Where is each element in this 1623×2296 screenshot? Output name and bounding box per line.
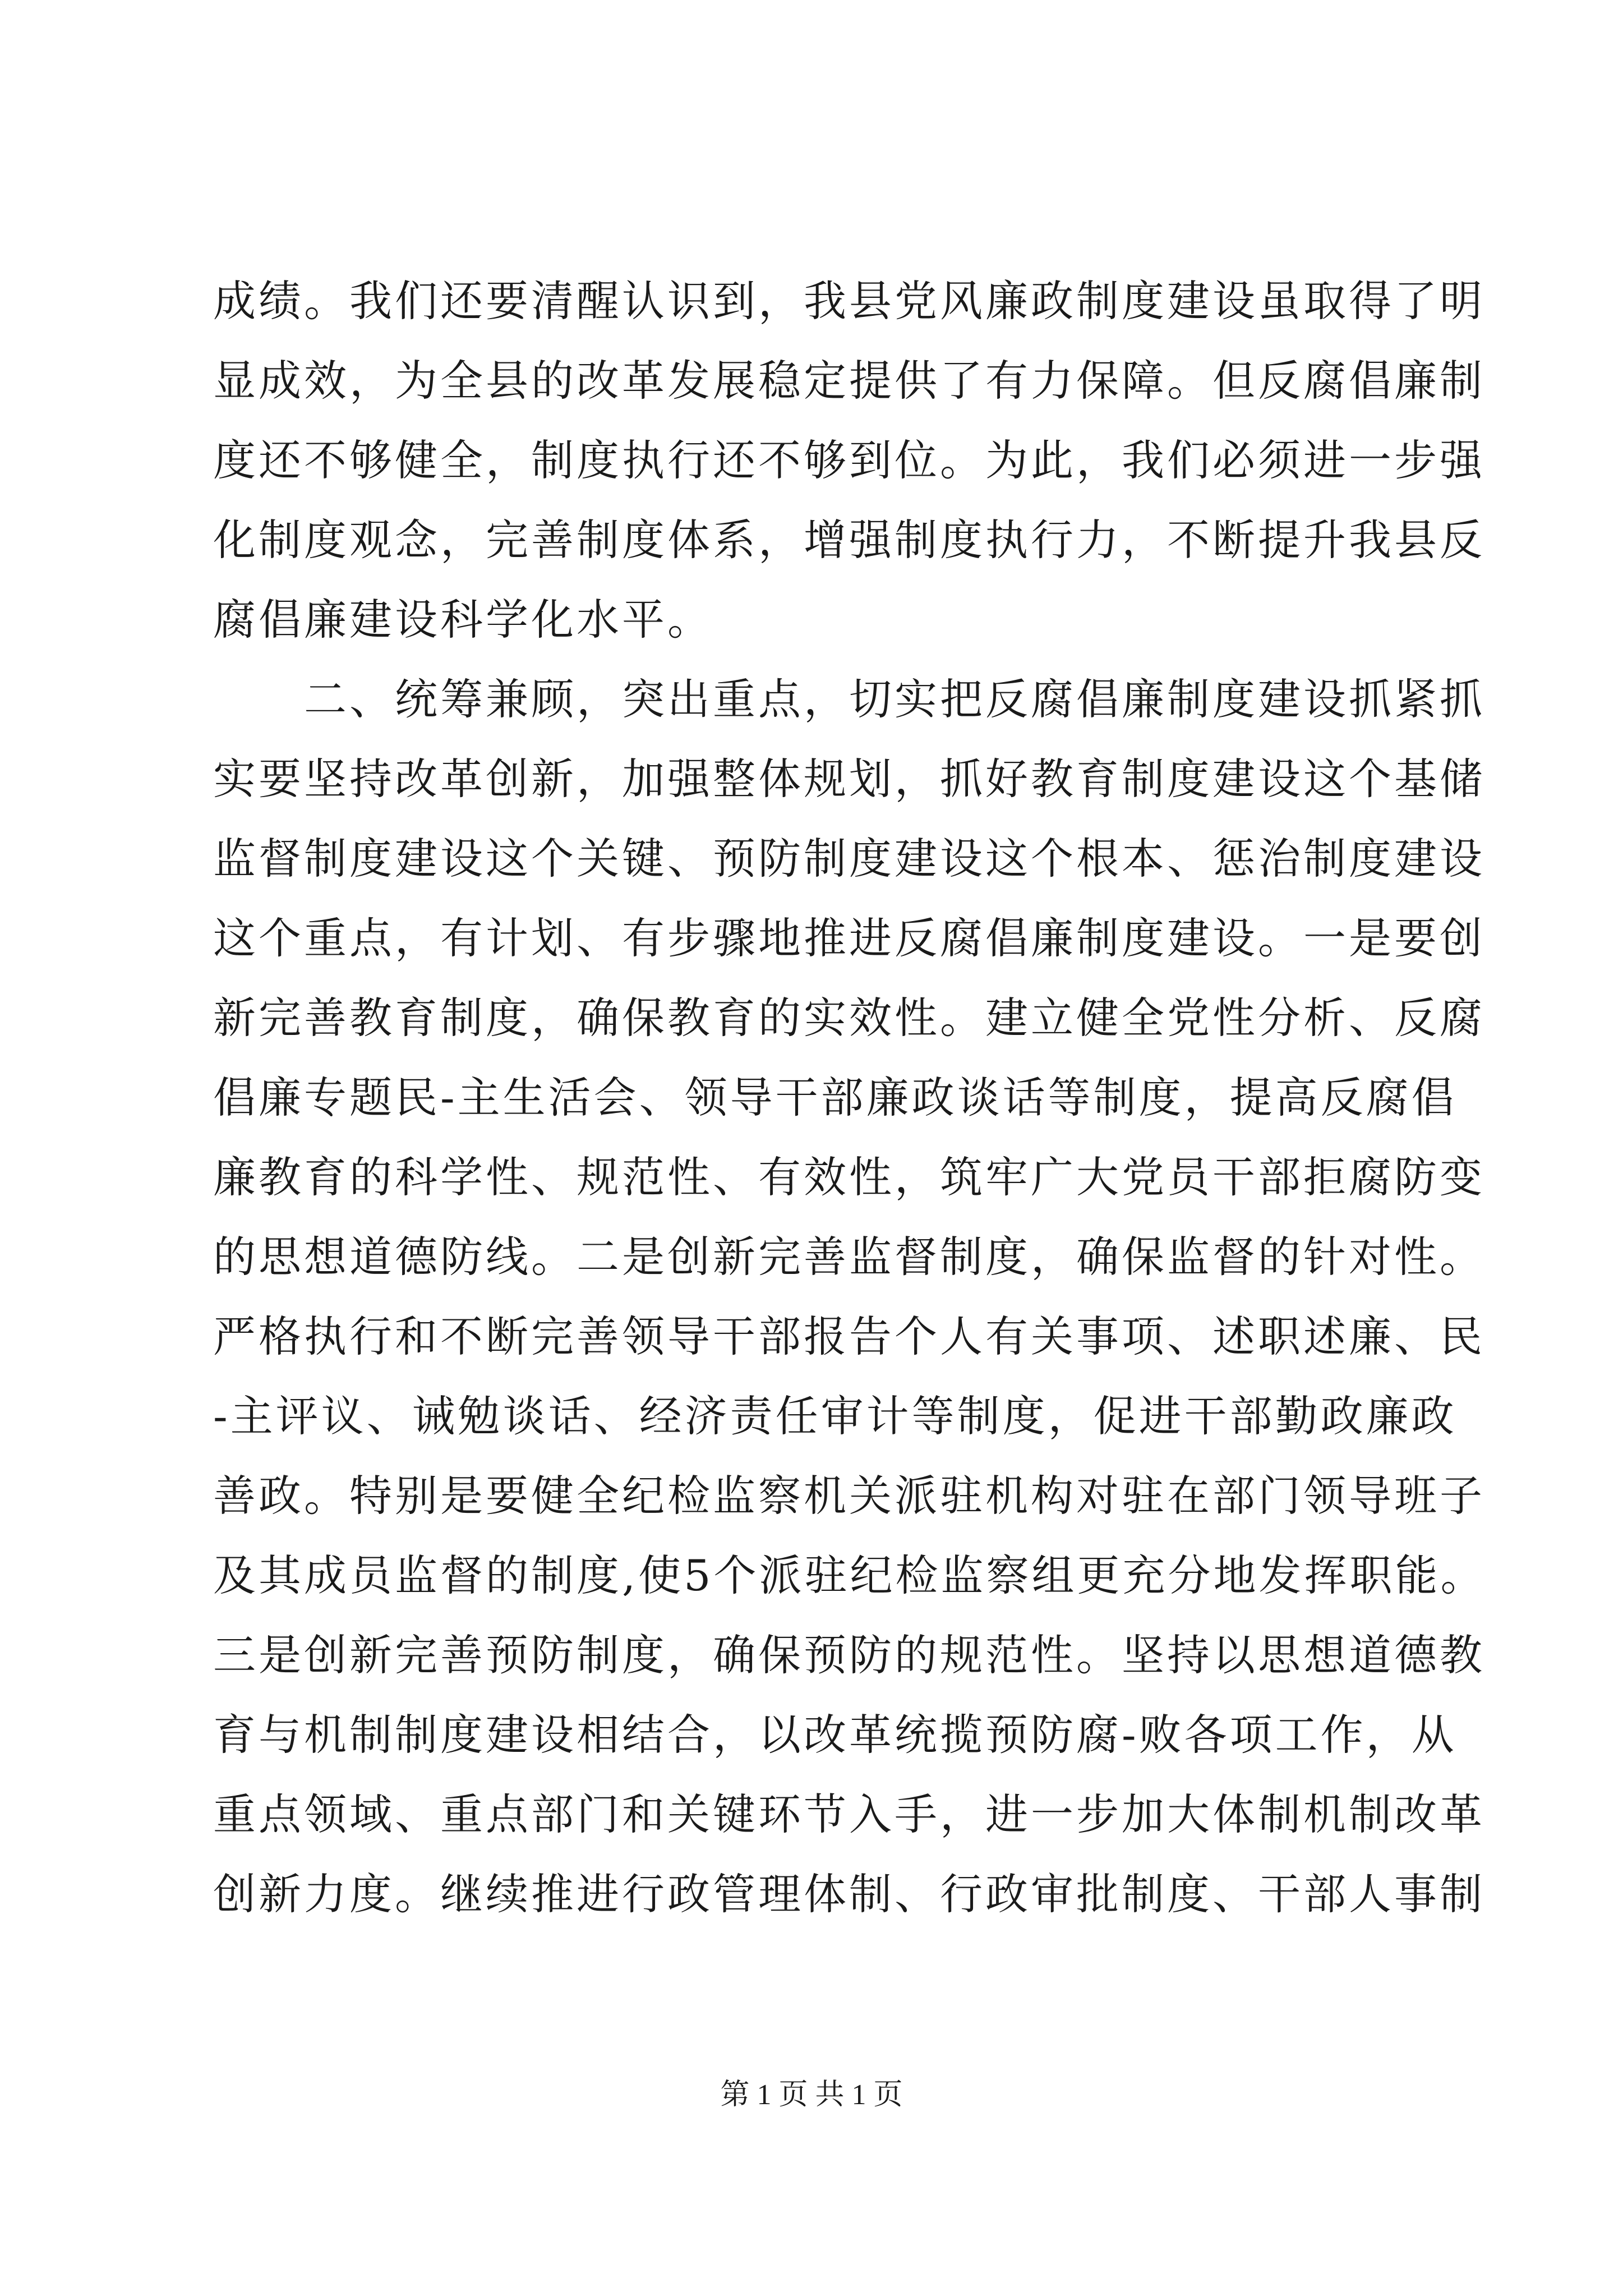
text-line: 创新力度。继续推进行政管理体制、行政审批制度、干部人事制: [213, 1869, 1485, 1919]
text-line: 这个重点，有计划、有步骤地推进反腐倡廉制度建设。一是要创: [213, 913, 1485, 963]
page-number-footer: 第 1 页 共 1 页: [720, 2079, 903, 2111]
text-line: 显成效，为全县的改革发展稳定提供了有力保障。但反腐倡廉制: [213, 356, 1485, 406]
document-body: [213, 261, 1486, 1934]
text-line: 善政。特别是要健全纪检监察机关派驻机构对驻在部门领导班子: [213, 1471, 1485, 1521]
text-line: 及其成员监督的制度,使5个派驻纪检监察组更充分地发挥职能。: [213, 1550, 1486, 1600]
text-line: 廉教育的科学性、规范性、有效性，筑牢广大党员干部拒腐防变: [213, 1152, 1485, 1202]
text-line: 严格执行和不断完善领导干部报告个人有关事项、述职述廉、民: [213, 1312, 1485, 1361]
text-line: 育与机制制度建设相结合，以改革统揽预防腐-败各项工作，从: [213, 1710, 1457, 1760]
text-line: 三是创新完善预防制度，确保预防的规范性。坚持以思想道德教: [213, 1630, 1485, 1680]
text-line: 的思想道德防线。二是创新完善监督制度，确保监督的针对性。: [213, 1232, 1485, 1282]
text-line: 化制度观念，完善制度体系，增强制度执行力，不断提升我县反: [213, 515, 1485, 565]
text-line: 实要坚持改革创新，加强整体规划，抓好教育制度建设这个基储: [213, 754, 1485, 804]
text-line: 倡廉专题民-主生活会、领导干部廉政谈话等制度，提高反腐倡: [213, 1073, 1457, 1122]
text-line: -主评议、诫勉谈话、经济责任审计等制度，促进干部勤政廉政: [213, 1391, 1457, 1441]
text-line: 腐倡廉建设科学化水平。: [213, 595, 713, 645]
text-line: 成绩。我们还要清醒认识到，我县党风廉政制度建设虽取得了明: [213, 276, 1485, 326]
text-line: 二、统筹兼顾，突出重点，切实把反腐倡廉制度建设抓紧抓: [213, 674, 1485, 724]
text-line: 重点领域、重点部门和关键环节入手，进一步加大体制机制改革: [213, 1789, 1485, 1839]
text-line: 度还不够健全，制度执行还不够到位。为此，我们必须进一步强: [213, 435, 1485, 485]
text-line: 新完善教育制度，确保教育的实效性。建立健全党性分析、反腐: [213, 993, 1485, 1043]
text-line: 监督制度建设这个关键、预防制度建设这个根本、惩治制度建设: [213, 834, 1485, 884]
